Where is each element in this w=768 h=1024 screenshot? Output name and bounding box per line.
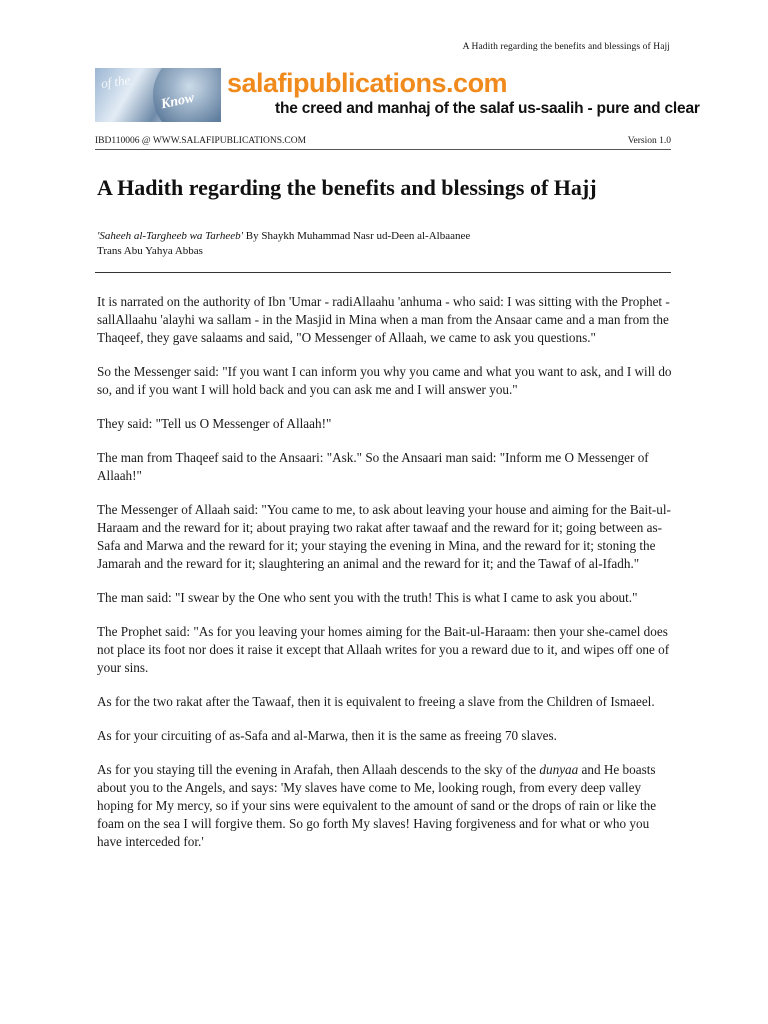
header-divider	[95, 272, 671, 273]
body-paragraph: They said: "Tell us O Messenger of Allaah!"	[97, 416, 332, 431]
body-paragraph: The Messenger of Allaah said: "You came to me, to ask about leaving your house and aiming for the Bait-ul-Haraam and the reward for it; about praying two rakat after tawaaf and the reward for it; going between as-Safa and Marwa and the reward for it; your staying the evening in Mina, and the reward for it; stoning the Jamarah and the reward for it; slaughtering an animal and the reward for it; and the Tawaf of al-Ifadh."	[97, 502, 671, 571]
byline-translator: Trans Abu Yahya Abbas	[97, 245, 203, 257]
meta-bar	[95, 136, 671, 150]
site-brand: salafipublications.com	[227, 68, 508, 98]
body-paragraph: The man from Thaqeef said to the Ansaari: "Ask." So the Ansaari man said: "Inform me O Messenger of Allaah!"	[97, 450, 649, 483]
site-tagline: the creed and manhaj of the salaf us-saalih - pure and clear	[275, 100, 700, 117]
body-paragraph: As for your circuiting of as-Safa and al-Marwa, then it is the same as freeing 70 slaves.	[97, 728, 557, 743]
last-paragraph-end: and He boasts about you to the Angels, and says: 'My slaves have come to Me, looking rough, from every deep valley hoping for My mercy, so if your sins were equivalent to the amount of sand or the drops of rain or like the foam on the sea I will forgive them. So go forth My slaves! Having forgiveness and for what or who you have interceded for.'	[97, 762, 657, 849]
last-paragraph-italic: dunyaa	[539, 762, 579, 777]
byline-source: 'Saheeh al-Targheeb wa Tarheeb'	[97, 230, 243, 242]
byline-author: By Shaykh Muhammad Nasr ud-Deen al-Albaanee	[242, 230, 471, 242]
banner-image-text-2: Know	[159, 90, 196, 113]
body-paragraph: So the Messenger said: "If you want I can inform you why you came and what you want to ask, and I will do so, and if you want I will hold back and you can ask me and I will answer you."	[97, 364, 672, 397]
byline	[97, 229, 470, 259]
body-paragraph: The man said: "I swear by the One who sent you with the truth! This is what I came to ask you about."	[97, 590, 638, 605]
body-paragraph: It is narrated on the authority of Ibn 'Umar - radiAllaahu 'anhuma - who said: I was sitting with the Prophet - sallAllaahu 'alayhi wa sallam - in the Masjid in Mina when a man from the Ansaar came and a man from the Thaqeef, they gave salaams and said, "O Messenger of Allaah, we came to ask you questions."	[97, 294, 670, 345]
body-paragraph: The Prophet said: "As for you leaving your homes aiming for the Bait-ul-Haraam: then your she-camel does not place its foot nor does it raise it except that Allaah writes for you a reward due to it, and wipes off one of your sins.	[97, 624, 670, 675]
site-banner	[95, 68, 700, 122]
banner-globe-image	[95, 68, 221, 122]
last-paragraph-start: As for you staying till the evening in Arafah, then Allaah descends to the sky of the	[97, 762, 540, 777]
document-reference: IBD110006 @ WWW.SALAFIPUBLICATIONS.COM	[95, 136, 307, 146]
body-paragraph: As for the two rakat after the Tawaaf, then it is equivalent to freeing a slave from the Children of Ismaeel.	[97, 694, 655, 709]
document-body	[97, 293, 672, 867]
running-header: A Hadith regarding the benefits and blessings of Hajj	[462, 42, 670, 52]
body-paragraph-last	[97, 761, 672, 851]
banner-image-text-1: of the	[100, 72, 132, 91]
document-title: A Hadith regarding the benefits and blessings of Hajj	[97, 175, 597, 200]
document-version: Version 1.0	[627, 136, 671, 146]
